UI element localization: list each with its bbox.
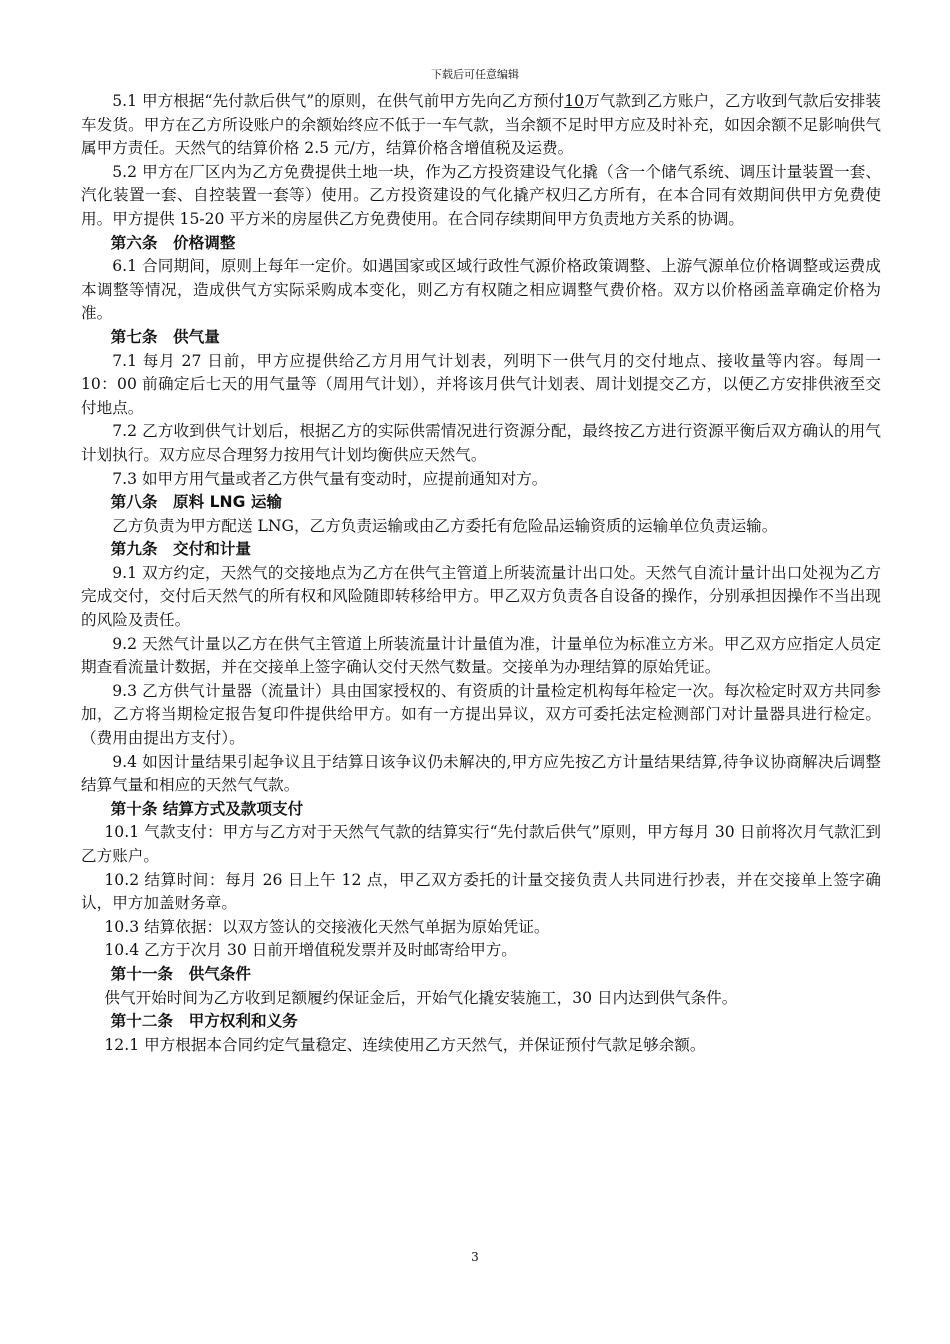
article-9-heading: 第九条 交付和计量 bbox=[110, 540, 251, 559]
article-6-heading: 第六条 价格调整 bbox=[110, 233, 236, 252]
clause-9-1: 9.1 双方约定，天然气的交接地点为乙方在供气主管道上所装流量计出口处。天然气自流计量计出口处视为乙方完成交付，交付后天然气的所有权和风险随即转移给甲方。甲乙双方负责各自设备的操作，分别承担因操作不当出现的风险及责任。 bbox=[81, 563, 881, 630]
clause-10-1: 10.1 气款支付：甲方与乙方对于天然气气款的结算实行“先付款后供气”原则，甲方每月 30 日前将次月气款汇到乙方账户。 bbox=[81, 823, 881, 865]
article-10-heading: 第十条 结算方式及款项支付 bbox=[110, 799, 304, 818]
document-body bbox=[81, 90, 881, 1057]
clause-10-4: 10.4 乙方于次月 30 日前开增值税发票并及时邮寄给甲方。 bbox=[104, 941, 517, 960]
clause-6-1: 6.1 合同期间，原则上每年一定价。如遇国家或区域行政性气源价格政策调整、上游气源单位价格调整或运费成本调整等情况，造成供气方实际采购成本变化，则乙方有权随之相应调整气费价格。双方以价格函盖章确定价格为准。 bbox=[81, 257, 881, 323]
prepayment-amount: 10 bbox=[564, 92, 585, 110]
clause-11: 供气开始时间为乙方收到足额履约保证金后，开始气化撬安装施工，30 日内达到供气条件。 bbox=[104, 988, 738, 1007]
article-11-heading: 第十一条 供气条件 bbox=[110, 964, 251, 983]
clause-7-2: 7.2 乙方收到供气计划后，根据乙方的实际供需情况进行资源分配，最终按乙方进行资源平衡后双方确认的用气计划执行。双方应尽合理努力按用气计划均衡供应天然气。 bbox=[81, 422, 881, 464]
clause-5-2: 5.2 甲方在厂区内为乙方免费提供土地一块，作为乙方投资建设气化撬（含一个储气系统、调压计量装置一套、汽化装置一套、自控装置一套等）使用。乙方投资建设的气化撬产权归乙方所有，在本合同有效期间供甲方免费使用。甲方提供 15-20 平方米的房屋供乙方免费使用。在合同存续期间甲方负责地方关系的协调。 bbox=[81, 162, 881, 228]
clause-5-1-text-b: 万气款到乙方账户，乙方收到气款后安排装车发货。甲方在乙方所设账户的余额始终应不低于一车气款，当余额不足时甲方应及时补充，如因余额不足影响供气属甲方责任。天然气的结算价格 2.5 元/方，结算价格含增值税及运费。 bbox=[81, 92, 881, 158]
clause-5-1-text-a: 5.1 甲方根据“先付款后供气”的原则，在供气前甲方先向乙方预付 bbox=[112, 92, 565, 110]
article-12-heading: 第十二条 甲方权利和义务 bbox=[110, 1012, 298, 1031]
clause-7-3: 7.3 如甲方用气量或者乙方供气量有变动时，应提前通知对方。 bbox=[112, 469, 548, 488]
clause-7-1: 7.1 每月 27 日前，甲方应提供给乙方月用气计划表，列明下一供气月的交付地点、接收量等内容。每周一 10：00 前确定后七天的用气量等（周用气计划），并将该月供气计划表、周计划提交乙方，以便乙方安排供液至交付地点。 bbox=[81, 351, 881, 417]
clause-9-3: 9.3 乙方供气计量器（流量计）具由国家授权的、有资质的计量检定机构每年检定一次。每次检定时双方共同参加，乙方将当期检定报告复印件提供给甲方。如有一方提出异议，双方可委托法定检测部门对计量器具进行检定。（费用由提出方支付）。 bbox=[81, 681, 881, 748]
page-number: 3 bbox=[471, 1250, 479, 1264]
clause-5-1 bbox=[81, 90, 881, 161]
clause-9-2: 9.2 天然气计量以乙方在供气主管道上所装流量计计量值为准，计量单位为标准立方米。甲乙双方应指定人员定期查看流量计数据，并在交接单上签字确认交付天然气数量。交接单为办理结算的原始凭证。 bbox=[81, 634, 881, 677]
article-7-heading: 第七条 供气量 bbox=[110, 327, 220, 346]
clause-12-1: 12.1 甲方根据本合同约定气量稳定、连续使用乙方天然气，并保证预付气款足够余额。 bbox=[104, 1035, 706, 1054]
article-8-heading: 第八条 原料 LNG 运输 bbox=[110, 493, 283, 512]
clause-10-2: 10.2 结算时间：每月 26 日上午 12 点，甲乙双方委托的计量交接负责人共同进行抄表，并在交接单上签字确认，甲方加盖财务章。 bbox=[81, 870, 881, 913]
clause-10-3: 10.3 结算依据：以双方签认的交接液化天然气单据为原始凭证。 bbox=[104, 917, 550, 936]
clause-9-4: 9.4 如因计量结果引起争议且于结算日该争议仍未解决的,甲方应先按乙方计量结果结算,待争议协商解决后调整结算气量和相应的天然气气款。 bbox=[81, 752, 881, 795]
page-header: 下载后可任意编辑 bbox=[431, 68, 519, 81]
clause-8: 乙方负责为甲方配送 LNG，乙方负责运输或由乙方委托有危险品运输资质的运输单位负责运输。 bbox=[112, 516, 778, 535]
